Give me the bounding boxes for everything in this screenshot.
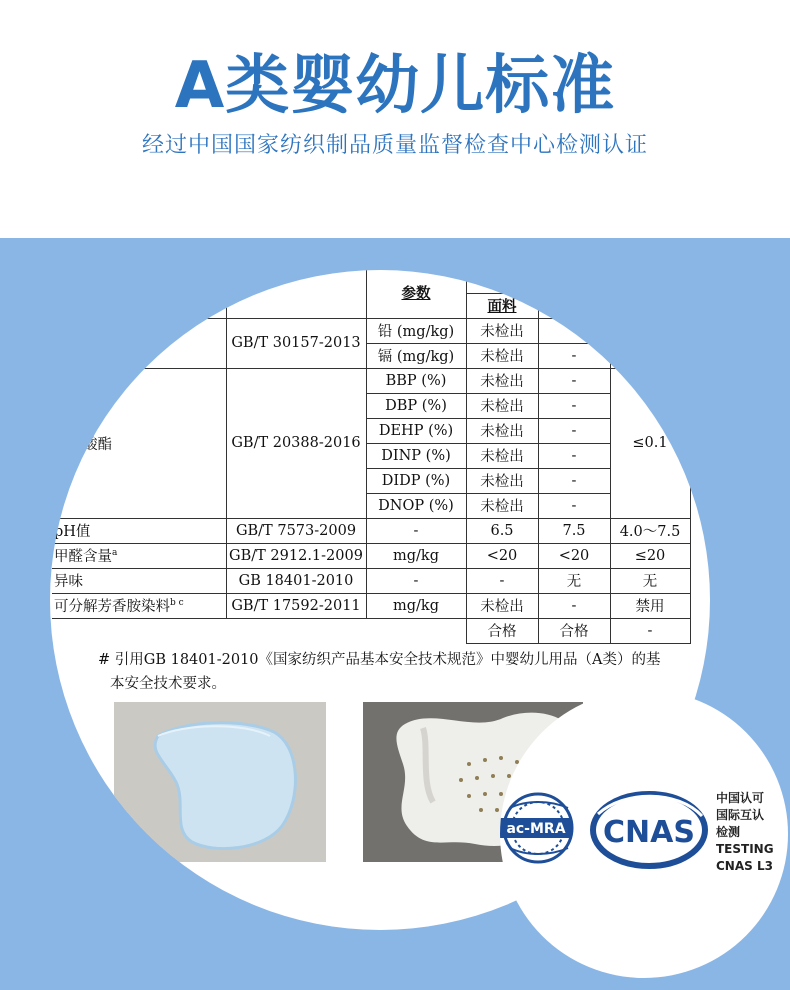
table-row [52, 368, 690, 393]
lead-fabric-cell: 未检出 [466, 318, 538, 343]
cadmium-fabric-cell: 未检出 [466, 343, 538, 368]
ph-fabric-cell: 6.5 [466, 518, 538, 543]
cadmium-filler-cell: - [538, 343, 610, 368]
phthalate-filler-cell: - [538, 493, 610, 518]
azo-standard-cell: GB/T 17592-2011 [226, 593, 366, 618]
phthalate-param-cell: BBP (%) [366, 368, 466, 393]
formaldehyde-filler-cell: <20 [538, 543, 610, 568]
certification-circle [500, 690, 788, 978]
page-subtitle: 经过中国国家纺织制品质量监督检查中心检测认证 [141, 133, 648, 158]
test-report-table [52, 270, 691, 644]
odor-unit-cell: - [366, 568, 466, 593]
phthalate-filler-cell: - [538, 443, 610, 468]
table-header-fabric: 面料 [487, 298, 517, 315]
phthalate-param-cell: DNOP (%) [366, 493, 466, 518]
certification-line: 中国认可 [716, 791, 765, 805]
phthalate-param-cell: DIDP (%) [366, 468, 466, 493]
table-row [52, 568, 690, 593]
certification-line: 检测 [716, 825, 741, 839]
formaldehyde-footnote: a [112, 548, 118, 559]
phthalate-standard-cell: GB/T 20388-2016 [226, 368, 366, 518]
phthalate-name-cell: 二甲酸酯 [52, 368, 226, 518]
lead-filler-cell: - [538, 318, 610, 343]
certification-line: 国际互认 [716, 808, 765, 822]
ilac-mra-label: ac-MRA [506, 821, 566, 837]
verdict-fabric-cell: 合格 [466, 618, 538, 643]
formaldehyde-name: 甲醛含量 [54, 549, 112, 565]
phthalate-fabric-cell: 未检出 [466, 468, 538, 493]
phthalate-fabric-cell: 未检出 [466, 368, 538, 393]
certification-line: CNAS L3 [716, 859, 773, 873]
phthalate-param-cell: DINP (%) [366, 443, 466, 468]
certification-text [716, 790, 774, 875]
phthalate-filler-cell: - [538, 368, 610, 393]
phthalate-param-cell: DEHP (%) [366, 418, 466, 443]
ph-name-cell: pH值 [52, 518, 226, 543]
table-header-param: 参数 [401, 285, 431, 303]
formaldehyde-standard-cell: GB/T 2912.1-2009 [226, 543, 366, 568]
odor-filler-cell: 无 [538, 568, 610, 593]
odor-name-cell: 异味 [52, 568, 226, 593]
table-row [52, 518, 690, 543]
ph-filler-cell: 7.5 [538, 518, 610, 543]
phthalate-fabric-cell: 未检出 [466, 443, 538, 468]
phthalate-fabric-cell: 未检出 [466, 493, 538, 518]
azo-unit-cell: mg/kg [366, 593, 466, 618]
cadmium-param-cell: 镉 (mg/kg) [366, 343, 466, 368]
cnas-logo [593, 794, 705, 866]
report-footnote [98, 648, 698, 696]
table-row [52, 618, 690, 643]
cnas-label: CNAS [603, 815, 695, 850]
verdict-filler-cell: 合格 [538, 618, 610, 643]
azo-filler-cell: - [538, 593, 610, 618]
page-title: A类婴幼儿标准 [174, 49, 616, 123]
odor-fabric-cell: - [466, 568, 538, 593]
lead-param-cell: 铅 (mg/kg) [366, 318, 466, 343]
fabric-cover-illustration [114, 702, 326, 862]
footnote-line: # 引用GB 18401-2010《国家纺织产品基本安全技术规范》中婴幼儿用品（A类）的基 [98, 652, 661, 668]
footnote-line: 本安全技术要求。 [110, 676, 226, 692]
phthalate-filler-cell: - [538, 468, 610, 493]
table-row [52, 318, 690, 343]
formaldehyde-limit-cell: ≤20 [610, 543, 690, 568]
azo-name: 可分解芳香胺染料 [54, 599, 170, 615]
azo-fabric-cell: 未检出 [466, 593, 538, 618]
formaldehyde-unit-cell: mg/kg [366, 543, 466, 568]
fabric-cover-photo [114, 702, 326, 862]
ilac-mra-logo [500, 794, 572, 862]
table-row [52, 593, 690, 618]
certification-line: TESTING [716, 842, 774, 856]
phthalate-filler-cell: - [538, 418, 610, 443]
phthalate-limit-cell: ≤0.1 [610, 368, 690, 518]
ph-limit-cell: 4.0～7.5 [610, 518, 690, 543]
formaldehyde-fabric-cell: <20 [466, 543, 538, 568]
lead-standard-cell: GB/T 30157-2013 [226, 318, 366, 368]
table-row [52, 543, 690, 568]
table-header-standard-fragment: 示标准 [228, 271, 272, 288]
phthalate-fabric-cell: 未检出 [466, 418, 538, 443]
verdict-limit-cell: - [610, 618, 690, 643]
ph-standard-cell: GB/T 7573-2009 [226, 518, 366, 543]
azo-footnote: b c [170, 598, 184, 609]
ph-unit-cell: - [366, 518, 466, 543]
phthalate-param-cell: DBP (%) [366, 393, 466, 418]
odor-standard-cell: GB 18401-2010 [226, 568, 366, 593]
azo-limit-cell: 禁用 [610, 593, 690, 618]
odor-limit-cell: 无 [610, 568, 690, 593]
phthalate-filler-cell: - [538, 393, 610, 418]
phthalate-fabric-cell: 未检出 [466, 393, 538, 418]
